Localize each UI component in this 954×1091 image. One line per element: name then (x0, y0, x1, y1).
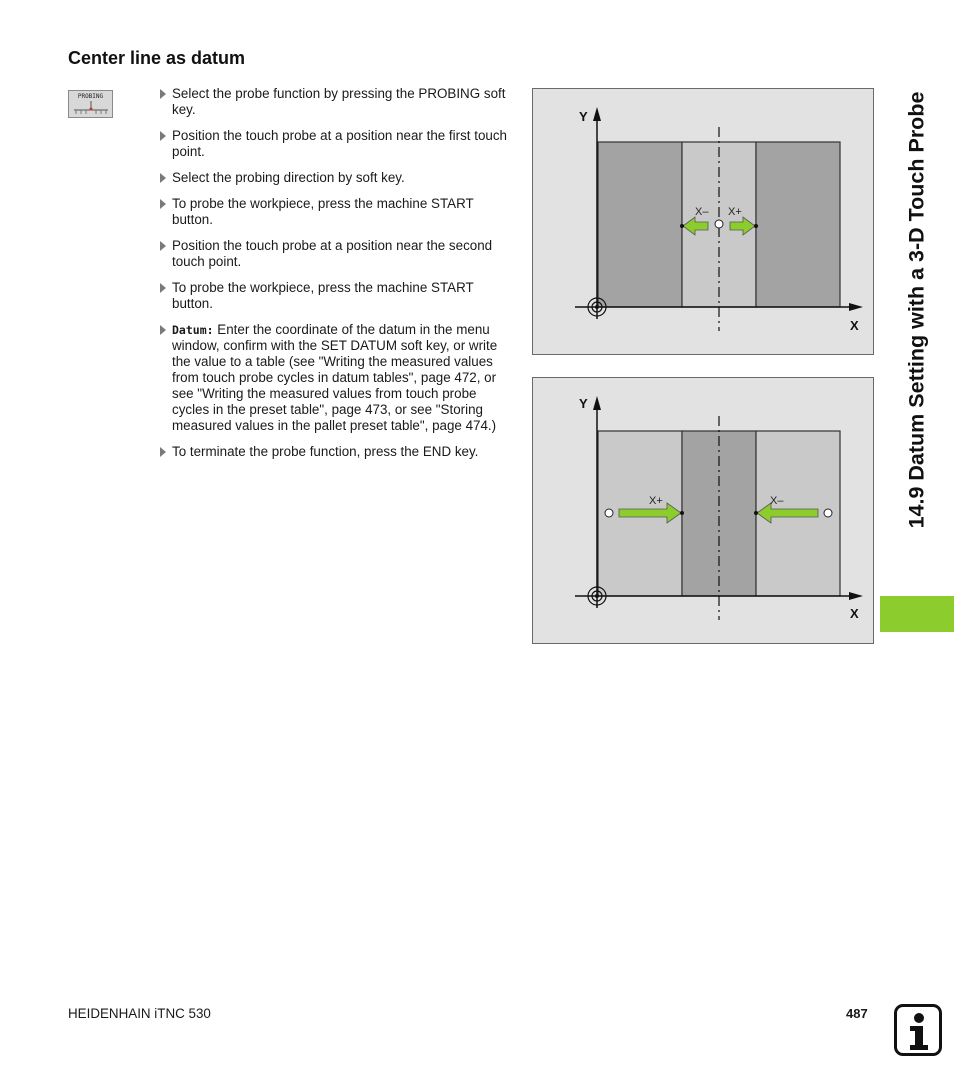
list-item: Position the touch probe at a position near the first touch point. (158, 128, 512, 160)
figure-probe-outside (532, 377, 874, 644)
bullet-arrow-icon (160, 283, 166, 293)
list-item: Position the touch probe at a position near the second touch point. (158, 238, 512, 270)
svg-text:X: X (850, 318, 859, 333)
softkey-label: PROBING (77, 93, 104, 100)
bullet-arrow-icon (160, 447, 166, 457)
diagram-outside (533, 378, 875, 645)
section-title: Center line as datum (68, 48, 246, 68)
diagram-inside (533, 89, 875, 356)
bullet-arrow-icon (160, 89, 166, 99)
bullet-arrow-icon (160, 131, 166, 141)
svg-text:Y: Y (579, 109, 588, 124)
instruction-list (158, 86, 512, 470)
page-number: 487 (846, 1006, 868, 1021)
probe-tip-icon (824, 509, 832, 517)
list-item: To probe the workpiece, press the machine START button. (158, 196, 512, 228)
svg-text:X: X (850, 606, 859, 621)
figure-probe-inside (532, 88, 874, 355)
svg-text:X–: X– (770, 495, 784, 507)
list-item: To probe the workpiece, press the machine START button. (158, 280, 512, 312)
probe-icon (72, 101, 110, 115)
probe-tip-icon (715, 220, 723, 228)
svg-text:X+: X+ (649, 495, 663, 507)
bullet-arrow-icon (160, 173, 166, 183)
probing-softkey (68, 90, 113, 118)
list-item: To terminate the probe function, press the END key. (158, 444, 512, 460)
bullet-arrow-icon (160, 241, 166, 251)
bullet-arrow-icon (160, 199, 166, 209)
info-icon (894, 1004, 942, 1056)
bullet-arrow-icon (160, 325, 166, 335)
svg-text:X+: X+ (728, 206, 742, 218)
datum-code: Datum: (172, 323, 214, 337)
chapter-tab (880, 596, 954, 632)
chapter-title: 14.9 Datum Setting with a 3-D Touch Probe (904, 91, 929, 529)
footer-product: HEIDENHAIN iTNC 530 (68, 1006, 211, 1021)
svg-text:X–: X– (695, 206, 709, 218)
list-item: Select the probe function by pressing the PROBING soft key. (158, 86, 512, 118)
list-item: Datum: Enter the coordinate of the datum in the menu window, confirm with the SET DATUM soft key, or write the value to a table (see "Writing the measured values from touch probe cycles in datum tables", page 472, or see "Writing the measured values from touch probe cycles in the preset table", page 473, or see "Storing measured values in the pallet preset table", page 474.) (158, 322, 512, 434)
probe-tip-icon (605, 509, 613, 517)
list-item: Select the probing direction by soft key. (158, 170, 512, 186)
svg-text:Y: Y (579, 396, 588, 411)
